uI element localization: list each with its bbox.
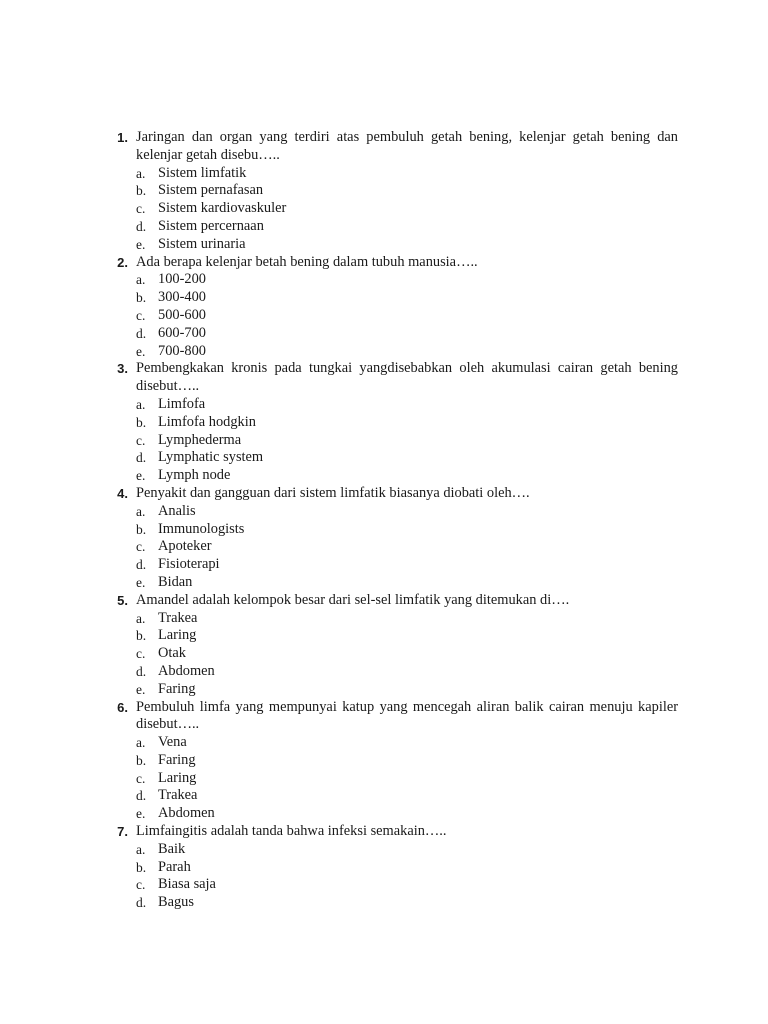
answer-option	[136, 876, 678, 894]
question-number: 1.	[117, 130, 128, 145]
answer-option	[136, 770, 678, 788]
option-letter: e.	[136, 468, 146, 484]
option-text: Limfofa hodgkin	[158, 413, 256, 430]
option-letter: b.	[136, 628, 147, 644]
answer-option	[136, 467, 678, 485]
option-letter: a.	[136, 735, 146, 751]
answer-option	[136, 307, 678, 325]
answer-option	[136, 325, 678, 343]
question-text: Penyakit dan gangguan dari sistem limfatik biasanya diobati oleh….	[136, 484, 530, 501]
option-text: Limfofa	[158, 395, 206, 412]
option-text: Baik	[158, 840, 186, 857]
answer-option	[136, 396, 678, 414]
option-text: Abdomen	[158, 805, 215, 822]
option-text: Faring	[158, 680, 196, 697]
option-text: Otak	[158, 645, 186, 662]
option-text: 500-600	[158, 306, 206, 323]
answer-option	[136, 343, 678, 361]
option-letter: b.	[136, 183, 147, 199]
option-text: Sistem pernafasan	[158, 182, 264, 199]
option-text: Laring	[158, 627, 197, 644]
option-letter: a.	[136, 396, 146, 412]
option-text: Faring	[158, 751, 196, 768]
answer-option	[136, 859, 678, 877]
question-list	[108, 129, 678, 912]
option-text: Analis	[158, 502, 196, 519]
option-letter: d.	[136, 450, 147, 466]
option-text: 700-800	[158, 342, 206, 359]
answer-option	[136, 574, 678, 592]
option-letter: e.	[136, 806, 146, 822]
question-number: 7.	[117, 824, 128, 840]
answer-option	[136, 432, 678, 450]
answer-option	[136, 538, 678, 556]
option-letter: d.	[136, 557, 147, 573]
answer-option	[136, 521, 678, 539]
option-letter: c.	[136, 877, 146, 893]
option-text: Fisioterapi	[158, 556, 220, 573]
option-text: 100-200	[158, 271, 206, 288]
answer-option	[136, 449, 678, 467]
option-letter: e.	[136, 681, 146, 697]
option-text: Lymph node	[158, 467, 231, 484]
option-text: Vena	[158, 734, 187, 751]
option-text: Lymphederma	[158, 431, 242, 448]
question-item	[108, 592, 678, 699]
answer-options	[136, 396, 678, 485]
option-text: Bidan	[158, 573, 193, 590]
answer-options	[136, 165, 678, 254]
option-letter: c.	[136, 539, 146, 555]
answer-option	[136, 165, 678, 183]
answer-option	[136, 414, 678, 432]
option-text: Trakea	[158, 609, 198, 626]
answer-options	[136, 503, 678, 592]
option-text: Laring	[158, 769, 197, 786]
answer-option	[136, 182, 678, 200]
option-letter: d.	[136, 895, 147, 911]
option-letter: a.	[136, 841, 146, 857]
answer-option	[136, 289, 678, 307]
answer-option	[136, 663, 678, 681]
question-item	[108, 699, 678, 824]
option-text: Sistem percernaan	[158, 217, 264, 234]
answer-option	[136, 610, 678, 628]
option-letter: b.	[136, 752, 147, 768]
option-letter: d.	[136, 218, 147, 234]
answer-option	[136, 841, 678, 859]
answer-option	[136, 200, 678, 218]
answer-options	[136, 841, 678, 912]
option-letter: b.	[136, 414, 147, 430]
question-item	[108, 360, 678, 485]
option-letter: a.	[136, 610, 146, 626]
option-text: Bagus	[158, 894, 194, 911]
question-text: Amandel adalah kelompok besar dari sel-sel limfatik yang ditemukan di….	[136, 591, 570, 608]
answer-option	[136, 734, 678, 752]
question-text: Pembuluh limfa yang mempunyai katup yang mencegah aliran balik cairan menuju kapiler disebut…..	[136, 698, 678, 733]
option-letter: e.	[136, 236, 146, 252]
answer-option	[136, 805, 678, 823]
answer-option	[136, 236, 678, 254]
answer-option	[136, 645, 678, 663]
option-text: Sistem limfatik	[158, 164, 247, 181]
answer-option	[136, 894, 678, 912]
option-letter: d.	[136, 788, 147, 804]
question-text: Limfaingitis adalah tanda bahwa infeksi semakain…..	[136, 823, 447, 840]
question-item	[108, 129, 678, 254]
question-item	[108, 485, 678, 592]
option-letter: c.	[136, 307, 146, 323]
answer-option	[136, 218, 678, 236]
option-letter: b.	[136, 859, 147, 875]
answer-options	[136, 610, 678, 699]
option-text: Abdomen	[158, 662, 215, 679]
option-text: Trakea	[158, 787, 198, 804]
answer-options	[136, 271, 678, 360]
option-letter: b.	[136, 521, 147, 537]
question-item	[108, 254, 678, 361]
answer-option	[136, 627, 678, 645]
option-letter: c.	[136, 432, 146, 448]
answer-option	[136, 752, 678, 770]
answer-option	[136, 503, 678, 521]
option-letter: e.	[136, 343, 146, 359]
option-letter: d.	[136, 325, 147, 341]
option-text: Immunologists	[158, 520, 245, 537]
question-text: Ada berapa kelenjar betah bening dalam tubuh manusia…..	[136, 253, 478, 270]
question-text: Jaringan dan organ yang terdiri atas pembuluh getah bening, kelenjar getah bening dan kelenjar getah disebu…..	[136, 129, 678, 163]
option-text: Apoteker	[158, 538, 212, 555]
answer-options	[136, 734, 678, 823]
answer-option	[136, 556, 678, 574]
option-letter: a.	[136, 272, 146, 288]
question-number: 3.	[117, 361, 128, 377]
question-number: 2.	[117, 254, 128, 270]
answer-option	[136, 271, 678, 289]
option-letter: d.	[136, 663, 147, 679]
question-item	[108, 823, 678, 912]
option-text: 300-400	[158, 289, 206, 306]
option-text: Sistem kardiovaskuler	[158, 200, 287, 217]
option-text: Biasa saja	[158, 876, 216, 893]
option-text: Parah	[158, 858, 191, 875]
option-text: Sistem urinaria	[158, 235, 246, 252]
option-letter: c.	[136, 201, 146, 217]
option-letter: c.	[136, 770, 146, 786]
option-letter: c.	[136, 646, 146, 662]
option-letter: a.	[136, 503, 146, 519]
option-letter: e.	[136, 574, 146, 590]
question-number: 5.	[117, 592, 128, 608]
question-number: 6.	[117, 699, 128, 715]
question-text: Pembengkakan kronis pada tungkai yangdisebabkan oleh akumulasi cairan getah bening disebut…..	[136, 360, 678, 395]
question-number: 4.	[117, 485, 128, 501]
answer-option	[136, 681, 678, 699]
option-text: 600-700	[158, 324, 206, 341]
option-text: Lymphatic system	[158, 449, 264, 466]
option-letter: b.	[136, 290, 147, 306]
option-letter: a.	[136, 165, 146, 181]
answer-option	[136, 787, 678, 805]
